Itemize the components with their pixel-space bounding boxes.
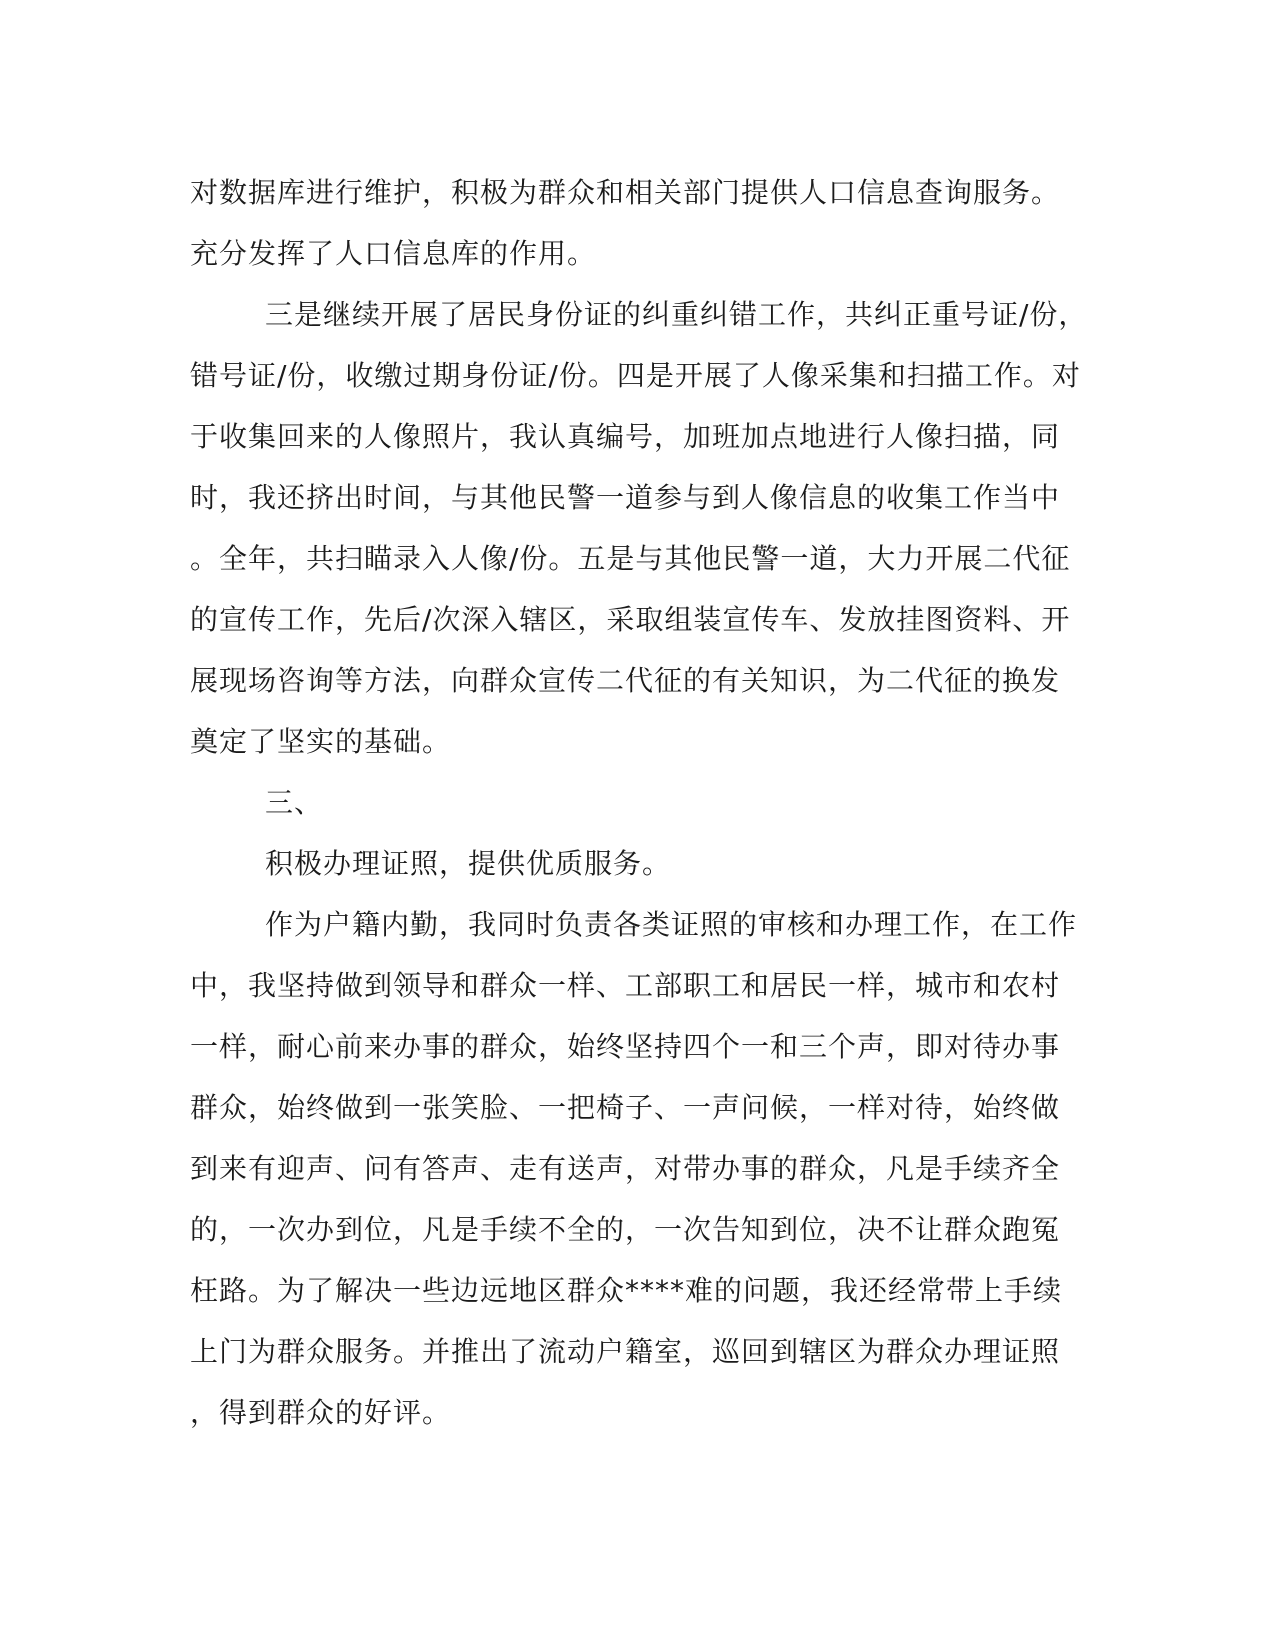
text-line: 的，一次办到位，凡是手续不全的，一次告知到位，决不让群众跑冤	[190, 1213, 1061, 1246]
text-line: 充分发挥了人口信息库的作用。	[190, 237, 597, 270]
text-line: 时，我还挤出时间，与其他民警一道参与到人像信息的收集工作当中	[190, 481, 1061, 514]
paragraph-start-line: 作为户籍内勤，我同时负责各类证照的审核和办理工作，在工作	[265, 908, 1078, 941]
text-line: 群众，始终做到一张笑脸、一把椅子、一声问候，一样对待，始终做	[190, 1091, 1061, 1124]
text-line: 枉路。为了解决一些边远地区群众****难的问题，我还经常带上手续	[190, 1274, 1063, 1307]
text-line: ，得到群众的好评。	[190, 1396, 452, 1429]
text-line: 的宣传工作，先后/次深入辖区，采取组装宣传车、发放挂图资料、开	[190, 603, 1071, 636]
text-line: 。全年，共扫瞄录入人像/份。五是与其他民警一道，大力开展二代征	[190, 542, 1071, 575]
text-line: 上门为群众服务。并推出了流动户籍室，巡回到辖区为群众办理证照	[190, 1335, 1061, 1368]
section-number: 三、	[265, 786, 324, 819]
text-line: 错号证/份，收缴过期身份证/份。四是开展了人像采集和扫描工作。对	[190, 359, 1081, 392]
text-line: 对数据库进行维护，积极为群众和相关部门提供人口信息查询服务。	[190, 176, 1061, 209]
text-line: 到来有迎声、问有答声、走有送声，对带办事的群众，凡是手续齐全	[190, 1152, 1061, 1185]
text-line: 展现场咨询等方法，向群众宣传二代征的有关知识，为二代征的换发	[190, 664, 1061, 697]
text-line: 中，我坚持做到领导和群众一样、工部职工和居民一样，城市和农村	[190, 969, 1061, 1002]
text-line: 奠定了坚实的基础。	[190, 725, 452, 758]
paragraph-start-line: 三是继续开展了居民身份证的纠重纠错工作，共纠正重号证/份，	[265, 298, 1088, 331]
body-text	[190, 162, 1088, 1443]
section-heading: 积极办理证照，提供优质服务。	[265, 847, 672, 880]
text-line: 一样，耐心前来办事的群众，始终坚持四个一和三个声，即对待办事	[190, 1030, 1061, 1063]
text-line: 于收集回来的人像照片，我认真编号，加班加点地进行人像扫描，同	[190, 420, 1061, 453]
